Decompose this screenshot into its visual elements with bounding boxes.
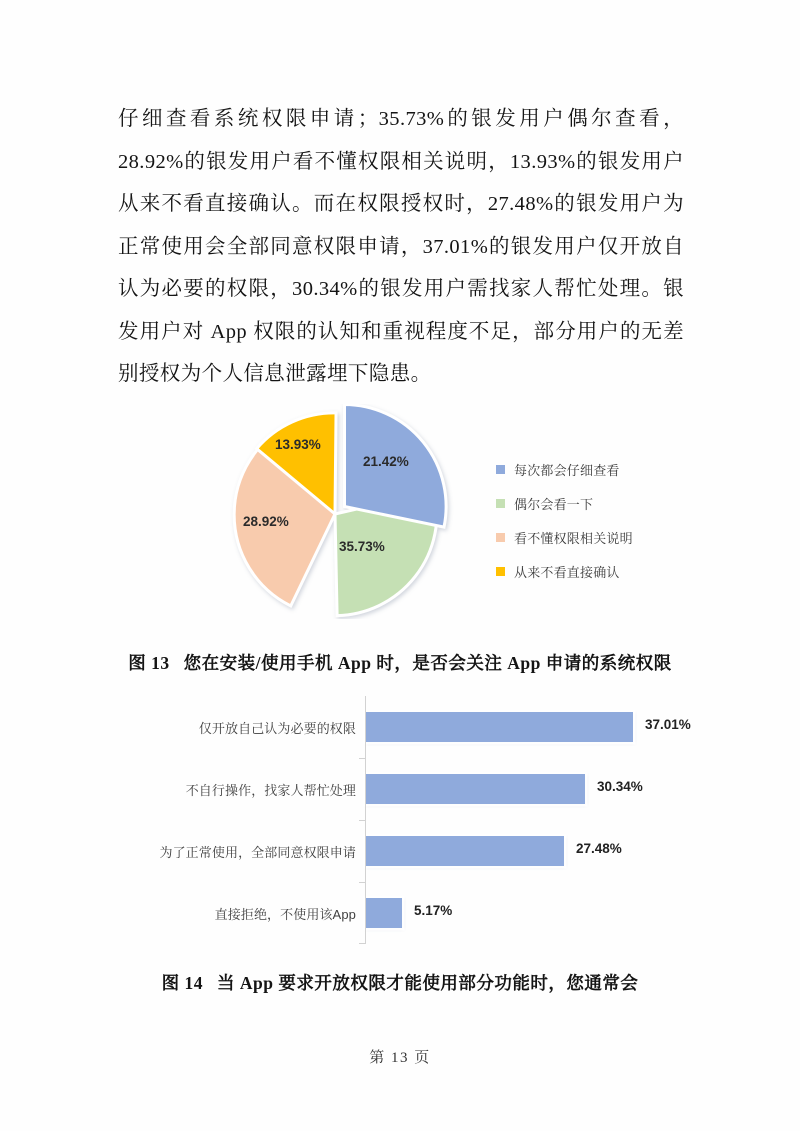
legend-swatch-icon-always-check bbox=[496, 465, 505, 474]
pie-chart-svg bbox=[230, 404, 456, 619]
pie-label-always-check: 21.42% bbox=[363, 454, 409, 469]
bar-row bbox=[150, 758, 670, 820]
legend-label-always-check: 每次都会仔细查看 bbox=[514, 462, 620, 478]
bar-fill-2 bbox=[365, 774, 585, 804]
legend-item-always-check bbox=[496, 452, 686, 486]
page-footer: 第 13 页 bbox=[369, 1050, 431, 1066]
axis-tick bbox=[359, 820, 366, 821]
legend-swatch-icon-cannot-understand bbox=[496, 533, 505, 542]
bar-track-2 bbox=[365, 758, 670, 820]
bar-value-3: 27.48% bbox=[576, 841, 622, 856]
bar-fill-1 bbox=[365, 712, 633, 742]
legend-label-occasionally: 偶尔会看一下 bbox=[514, 496, 594, 512]
bar-category-label-4: 直接拒绝，不使用该App bbox=[214, 906, 356, 922]
bar-row bbox=[150, 820, 670, 882]
pie-label-never-check: 13.93% bbox=[275, 437, 321, 452]
axis-tick bbox=[359, 943, 366, 944]
bar-category-label-1: 仅开放自己认为必要的权限 bbox=[198, 720, 356, 736]
pie-chart-figure bbox=[118, 404, 684, 629]
legend-label-cannot-understand: 看不懂权限相关说明 bbox=[514, 530, 633, 546]
legend-item-never-check bbox=[496, 554, 686, 588]
bar-value-4: 5.17% bbox=[414, 903, 453, 918]
pie-slices bbox=[230, 404, 456, 618]
bar-row bbox=[150, 882, 670, 944]
figure-13-number: 图 13 bbox=[128, 653, 170, 673]
axis-tick bbox=[359, 758, 366, 759]
figure-14-title: 当 App 要求开放权限才能使用部分功能时，您通常会 bbox=[217, 973, 639, 993]
figure-14-caption bbox=[0, 970, 800, 995]
body-paragraph: 仔细查看系统权限申请；35.73%的银发用户偶尔查看，28.92%的银发用户看不懂权限相关说明，13.93%的银发用户从来不看直接确认。而在权限授权时，27.48%的银发用户为正常使用会全部同意权限申请，37.01%的银发用户仅开放自认为必要的权限，30.34%的银发用户需找家人帮忙处理。银发用户对 App 权限的认知和重视程度不足，部分用户的无差别授权为个人信息泄露埋下隐患。 bbox=[118, 108, 684, 385]
bar-track-1 bbox=[365, 696, 691, 758]
bar-row bbox=[150, 696, 691, 758]
bar-category-label-3: 为了正常使用，全部同意权限申请 bbox=[159, 844, 356, 860]
legend-label-never-check: 从来不看直接确认 bbox=[514, 564, 620, 580]
pie-legend bbox=[496, 452, 686, 588]
bar-track-3 bbox=[365, 820, 670, 882]
figure-13-caption bbox=[0, 650, 800, 675]
bar-value-1: 37.01% bbox=[645, 717, 691, 732]
bar-category-label-2: 不自行操作，找家人帮忙处理 bbox=[185, 782, 356, 798]
pie-label-cannot-understand: 28.92% bbox=[243, 514, 289, 529]
pie-chart bbox=[230, 404, 456, 619]
legend-item-occasionally bbox=[496, 486, 686, 520]
legend-swatch-icon-never-check bbox=[496, 567, 505, 576]
figure-13-title: 您在安装/使用手机 App 时，是否会关注 App 申请的系统权限 bbox=[183, 653, 672, 673]
bar-track-4 bbox=[365, 882, 670, 944]
figure-14-number: 图 14 bbox=[161, 973, 203, 993]
legend-item-cannot-understand bbox=[496, 520, 686, 554]
bar-value-2: 30.34% bbox=[597, 779, 643, 794]
bar-fill-4 bbox=[365, 898, 402, 928]
bar-fill-3 bbox=[365, 836, 564, 866]
pie-label-occasionally: 35.73% bbox=[339, 539, 385, 554]
legend-swatch-icon-occasionally bbox=[496, 499, 505, 508]
axis-tick bbox=[359, 882, 366, 883]
bar-chart-figure bbox=[150, 696, 691, 944]
